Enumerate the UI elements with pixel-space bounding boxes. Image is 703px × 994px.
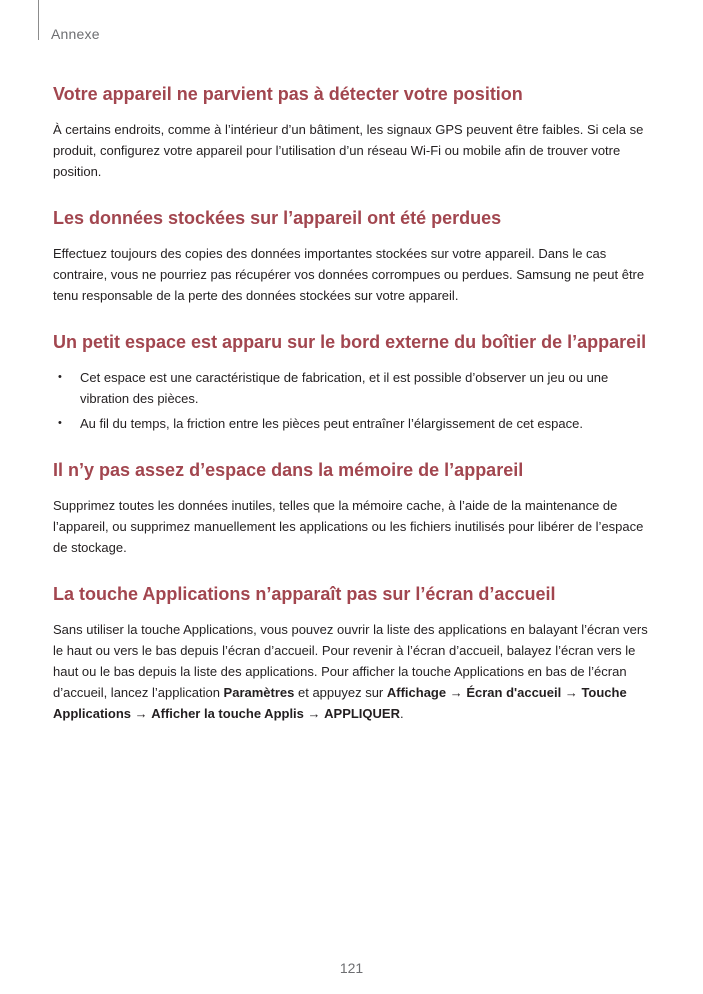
- section-body: À certains endroits, comme à l’intérieur d’un bâtiment, les signaux GPS peuvent être faibles. Si cela se produit, configurez votre appareil pour l’utilisation d’un réseau Wi-Fi ou mobile afin de trouver votre position.: [53, 122, 644, 179]
- section-title: Votre appareil ne parvient pas à détecter votre position: [53, 84, 523, 104]
- header-label: Annexe: [51, 26, 100, 42]
- arrow-icon: →: [446, 685, 467, 700]
- menu-path-apply: APPLIQUER: [324, 706, 400, 721]
- section-title: Un petit espace est apparu sur le bord externe du boîtier de l’appareil: [53, 332, 647, 352]
- list-item-text: Cet espace est une caractéristique de fabrication, et il est possible d’observer un jeu ou une vibration des pièces.: [80, 370, 609, 406]
- section-body: Supprimez toutes les données inutiles, telles que la mémoire cache, à l’aide de la maintenance de l’appareil, ou supprimez manuellement les applications ou les fichiers inutilisés pour libérer de l’espace de stockage.: [53, 498, 644, 555]
- section-storage: [53, 458, 653, 558]
- menu-path-settings: Paramètres: [223, 685, 295, 700]
- arrow-icon: →: [561, 685, 582, 700]
- body-text-part: .: [399, 706, 404, 721]
- bullet-icon: •: [58, 417, 62, 429]
- bullet-list: [53, 367, 653, 434]
- section-title: La touche Applications n’apparaît pas sur l’écran d’accueil: [53, 584, 556, 604]
- section-title: Les données stockées sur l’appareil ont été perdues: [53, 208, 502, 228]
- list-item: [53, 413, 653, 434]
- menu-path-show-apps-button: Afficher la touche Applis: [151, 706, 304, 721]
- section-data-lost: [53, 206, 653, 306]
- menu-path-apps-button: Touche Applications: [53, 685, 627, 721]
- arrow-icon: →: [131, 706, 152, 721]
- content: [53, 82, 653, 724]
- body-text-part: et appuyez sur: [294, 685, 387, 700]
- header-rule: [38, 0, 39, 40]
- section-apps-key: [53, 582, 653, 724]
- list-item-text: Au fil du temps, la friction entre les pièces peut entraîner l’élargissement de cet espace.: [80, 416, 583, 431]
- page-number: 121: [339, 960, 364, 976]
- section-gap: [53, 330, 653, 434]
- menu-path-display: Affichage: [386, 685, 447, 700]
- bullet-icon: •: [58, 371, 62, 383]
- menu-path-home-screen: Écran d'accueil: [466, 685, 562, 700]
- section-title: Il n’y pas assez d’espace dans la mémoire de l’appareil: [53, 460, 524, 480]
- section-body: Effectuez toujours des copies des données importantes stockées sur votre appareil. Dans le cas contraire, vous ne pourriez pas récupérer vos données corrompues ou perdues. Samsung ne peut être tenu responsable de la perte des données stockées sur votre appareil.: [53, 246, 645, 303]
- list-item: [53, 367, 653, 409]
- arrow-icon: →: [303, 706, 325, 721]
- section-body: [53, 619, 653, 724]
- body-text-part: Sans utiliser la touche Applications, vous pouvez ouvrir la liste des applications en balayant l’écran vers le haut ou vers le bas depuis l’écran d’accueil. Pour revenir à l’écran d’accueil, balayez l’écran vers le haut ou le bas depuis la liste des applications. Pour afficher la touche Applications en bas de l’écran d’accueil, lancez l’application: [53, 622, 648, 700]
- section-position: [53, 82, 653, 182]
